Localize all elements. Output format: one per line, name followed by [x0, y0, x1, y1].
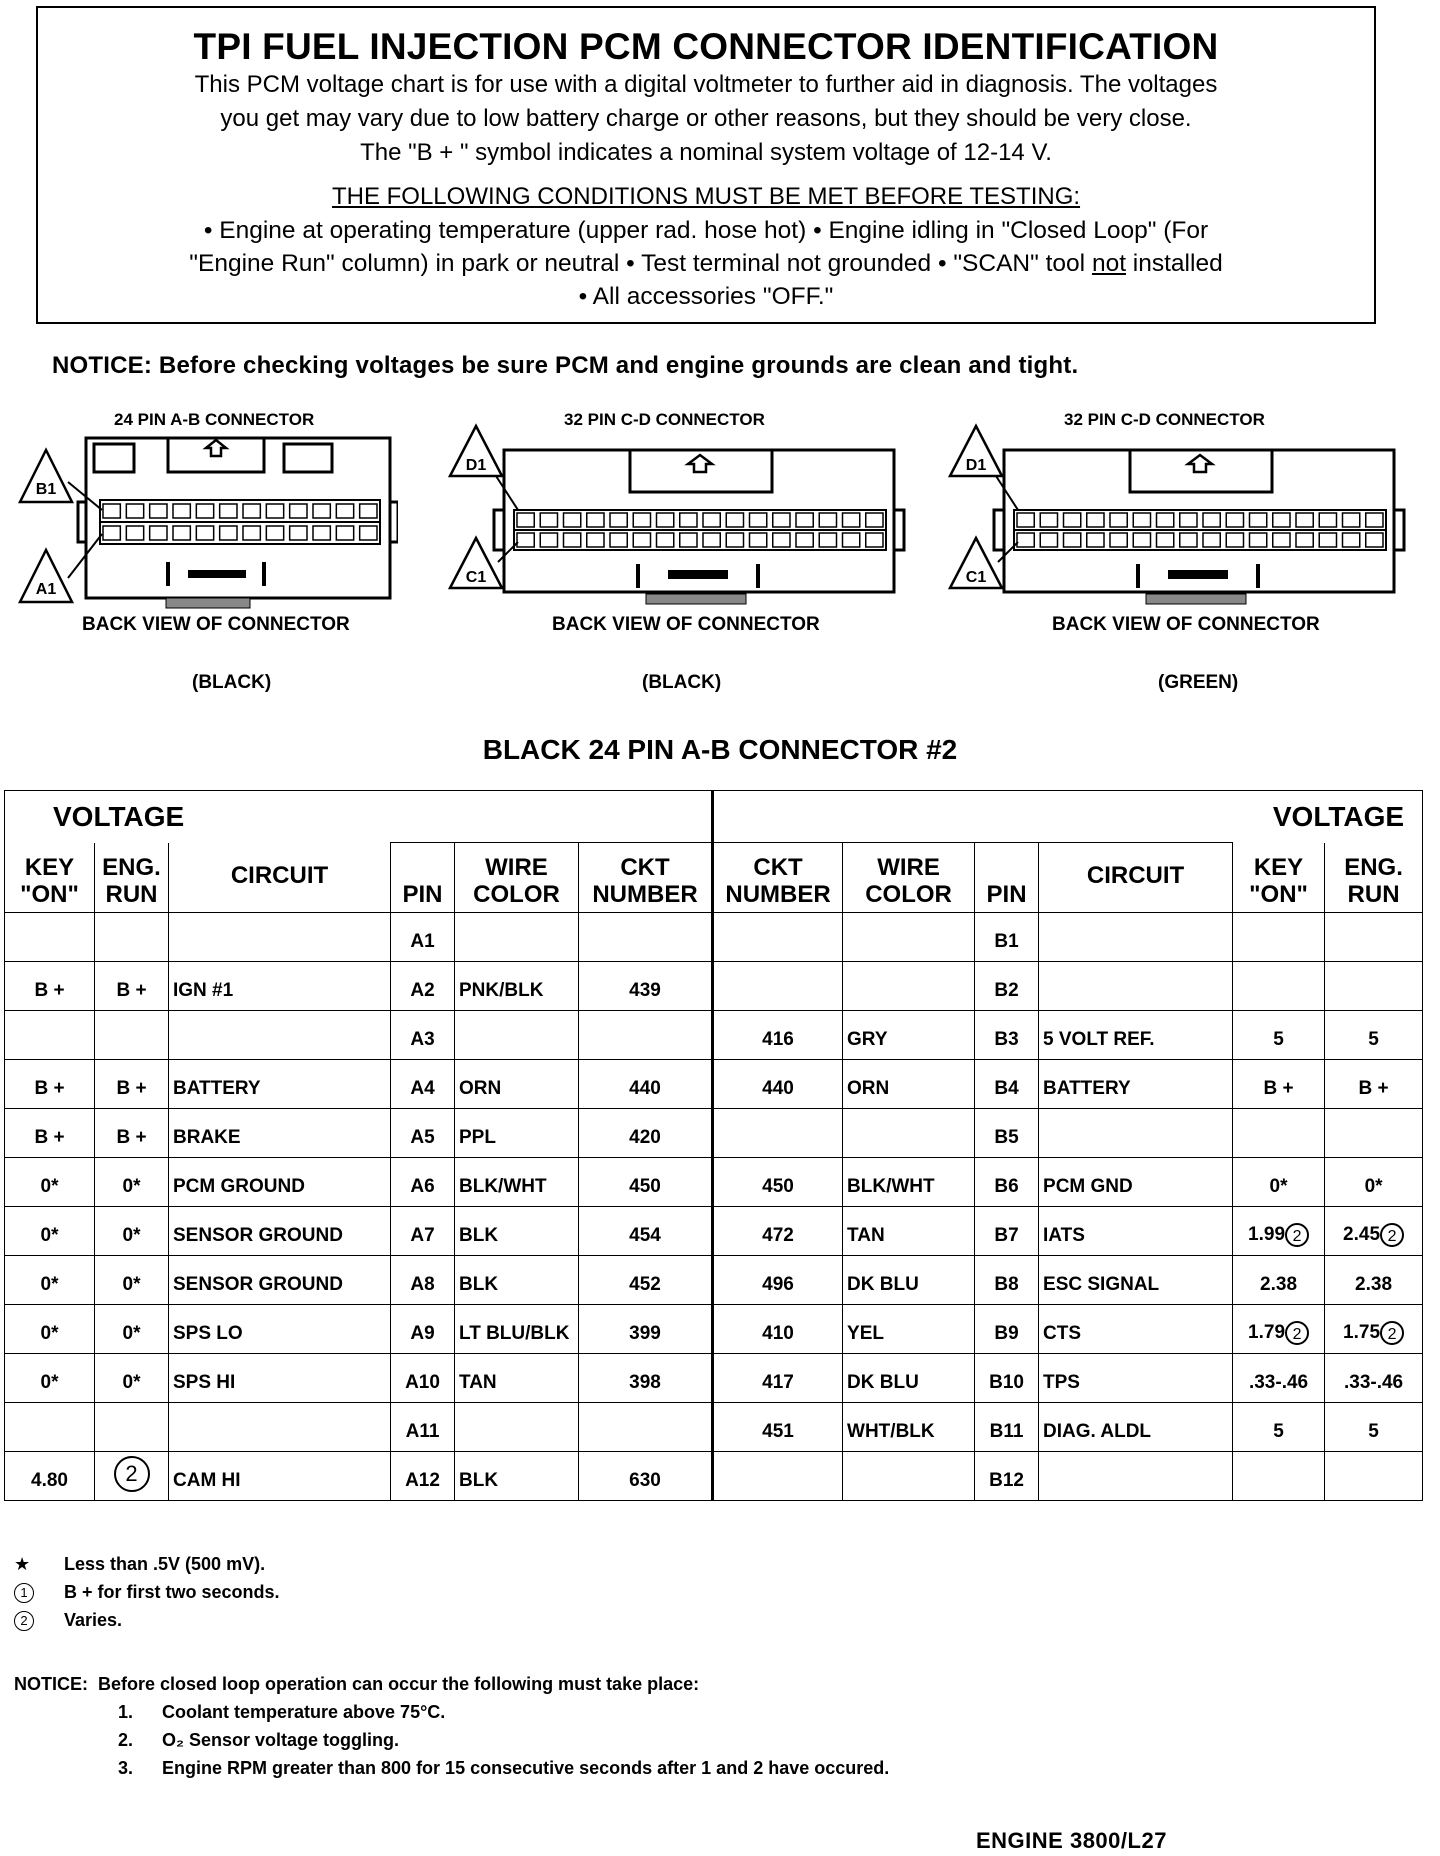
cell-r-ckt: 472 [713, 1207, 843, 1256]
col-wire-color-right: WIRE COLOR [843, 843, 975, 913]
legend [14, 1550, 280, 1634]
cell-r-run [1325, 1452, 1423, 1501]
note-circle-icon: 2 [1380, 1321, 1404, 1345]
connector-name: 24 PIN A-B CONNECTOR [114, 410, 315, 429]
table-row [5, 1256, 1423, 1305]
cell-l-ckt [579, 1011, 713, 1060]
cell-r-ckt [713, 1109, 843, 1158]
cell-r-wire [843, 1452, 975, 1501]
cell-r-circuit: BATTERY [1039, 1060, 1233, 1109]
cell-l-circuit: SPS HI [169, 1354, 391, 1403]
cell-l-circuit [169, 1403, 391, 1452]
cell-l-pin: A11 [391, 1403, 455, 1452]
notice-bottom [14, 1670, 889, 1782]
cell-r-wire: GRY [843, 1011, 975, 1060]
cell-l-pin: A12 [391, 1452, 455, 1501]
cell-l-pin: A5 [391, 1109, 455, 1158]
cell-r-wire: BLK/WHT [843, 1158, 975, 1207]
cell-r-wire: TAN [843, 1207, 975, 1256]
col-ckt-number-right: CKT NUMBER [713, 843, 843, 913]
cell-r-pin: B10 [975, 1354, 1039, 1403]
cell-l-ckt: 439 [579, 962, 713, 1011]
voltage-label-left: VOLTAGE [5, 791, 713, 843]
cell-r-circuit [1039, 1452, 1233, 1501]
cell-l-pin: A1 [391, 913, 455, 962]
col-circuit: CIRCUIT [169, 843, 391, 913]
cell-r-ckt: 417 [713, 1354, 843, 1403]
cell-r-circuit: IATS [1039, 1207, 1233, 1256]
cell-l-ckt: 440 [579, 1060, 713, 1109]
cell-l-ckt: 399 [579, 1305, 713, 1354]
cell-r-circuit: 5 VOLT REF. [1039, 1011, 1233, 1060]
note-2-icon: 2 [14, 1611, 34, 1631]
cell-l-pin: A3 [391, 1011, 455, 1060]
table-row [5, 1452, 1423, 1501]
cell-l-run: 0* [95, 1256, 169, 1305]
cell-r-circuit [1039, 1109, 1233, 1158]
cell-r-circuit: DIAG. ALDL [1039, 1403, 1233, 1452]
cell-l-wire: ORN [455, 1060, 579, 1109]
cell-r-circuit [1039, 962, 1233, 1011]
pin-label-b1: B1 [35, 481, 57, 498]
col-pin-right: PIN [975, 843, 1039, 913]
col-key-on: KEY "ON" [5, 843, 95, 913]
cell-l-ckt: 452 [579, 1256, 713, 1305]
cell-r-key [1233, 1109, 1325, 1158]
cell-l-key: 0* [5, 1256, 95, 1305]
cell-l-circuit [169, 913, 391, 962]
cell-r-ckt: 496 [713, 1256, 843, 1305]
cell-r-key: 0* [1233, 1158, 1325, 1207]
cell-l-ckt [579, 1403, 713, 1452]
condition-line-2: "Engine Run" column) in park or neutral • Test terminal not grounded • "SCAN" tool not installed [189, 250, 1223, 277]
cell-l-key: B + [5, 1109, 95, 1158]
cell-l-circuit: CAM HI [169, 1452, 391, 1501]
notice-label: NOTICE: [14, 1674, 88, 1694]
table-row [5, 962, 1423, 1011]
cell-l-wire: BLK [455, 1256, 579, 1305]
cell-r-run: 2.45 2 [1325, 1207, 1423, 1256]
col-pin: PIN [391, 843, 455, 913]
notice-top: NOTICE: Before checking voltages be sure PCM and engine grounds are clean and tight. [52, 352, 1079, 379]
cell-r-pin: B5 [975, 1109, 1039, 1158]
cell-r-circuit: ESC SIGNAL [1039, 1256, 1233, 1305]
cell-l-circuit: BATTERY [169, 1060, 391, 1109]
cell-l-ckt [579, 913, 713, 962]
cell-r-pin: B7 [975, 1207, 1039, 1256]
cell-l-run: 0* [95, 1354, 169, 1403]
cell-l-circuit: PCM GROUND [169, 1158, 391, 1207]
cell-l-pin: A10 [391, 1354, 455, 1403]
cell-r-run: 0* [1325, 1158, 1423, 1207]
cell-l-pin: A9 [391, 1305, 455, 1354]
cell-r-ckt: 451 [713, 1403, 843, 1452]
cell-r-pin: B1 [975, 913, 1039, 962]
cell-r-key [1233, 1452, 1325, 1501]
cell-r-key: 1.79 2 [1233, 1305, 1325, 1354]
cell-l-run [95, 1452, 169, 1501]
legend-item: 2 Varies. [14, 1606, 280, 1634]
cell-l-run: 0* [95, 1305, 169, 1354]
table-row [5, 1109, 1423, 1158]
cell-r-pin: B11 [975, 1403, 1039, 1452]
cell-l-ckt: 398 [579, 1354, 713, 1403]
pin-label-d1: D1 [465, 457, 487, 474]
cell-r-circuit: PCM GND [1039, 1158, 1233, 1207]
table-row [5, 1305, 1423, 1354]
cell-l-run [95, 913, 169, 962]
cell-r-key: 5 [1233, 1403, 1325, 1452]
cell-r-pin: B8 [975, 1256, 1039, 1305]
cell-l-wire: BLK [455, 1452, 579, 1501]
intro-line-2: you get may vary due to low battery charge or other reasons, but they should be very close. [220, 105, 1192, 132]
cell-l-circuit: SENSOR GROUND [169, 1207, 391, 1256]
cell-r-wire [843, 962, 975, 1011]
cell-r-run: 5 [1325, 1011, 1423, 1060]
cell-l-key: 0* [5, 1207, 95, 1256]
connector-color: (GREEN) [1158, 672, 1239, 693]
cell-l-wire [455, 913, 579, 962]
cell-l-ckt: 454 [579, 1207, 713, 1256]
cell-r-wire: YEL [843, 1305, 975, 1354]
cell-r-pin: B4 [975, 1060, 1039, 1109]
cell-r-ckt: 416 [713, 1011, 843, 1060]
cell-l-run: 0* [95, 1158, 169, 1207]
page-title: TPI FUEL INJECTION PCM CONNECTOR IDENTIFICATION [193, 26, 1219, 67]
cell-r-run [1325, 1109, 1423, 1158]
cell-l-key: 0* [5, 1158, 95, 1207]
cell-l-key: 0* [5, 1354, 95, 1403]
cell-r-wire: WHT/BLK [843, 1403, 975, 1452]
col-eng-run-right: ENG. RUN [1325, 843, 1423, 913]
cell-l-wire [455, 1011, 579, 1060]
cell-r-key: 1.99 2 [1233, 1207, 1325, 1256]
cell-r-pin: B12 [975, 1452, 1039, 1501]
condition-line-3: • All accessories "OFF." [578, 283, 834, 310]
col-circuit-right: CIRCUIT [1039, 843, 1233, 913]
cell-r-circuit: CTS [1039, 1305, 1233, 1354]
cell-l-circuit: IGN #1 [169, 962, 391, 1011]
connector-32pin-green-diagram [948, 410, 1408, 610]
table-row [5, 1207, 1423, 1256]
cell-l-key: B + [5, 1060, 95, 1109]
col-key-on-right: KEY "ON" [1233, 843, 1325, 913]
cell-l-ckt: 450 [579, 1158, 713, 1207]
notice-item: 2. O₂ Sensor voltage toggling. [118, 1730, 400, 1750]
cell-r-wire: ORN [843, 1060, 975, 1109]
cell-l-key: 4.80 [5, 1452, 95, 1501]
cell-l-wire: BLK [455, 1207, 579, 1256]
engine-footer: ENGINE 3800/L27 [976, 1828, 1167, 1853]
cell-l-key [5, 1011, 95, 1060]
legend-item: ★ Less than .5V (500 mV). [14, 1554, 266, 1574]
cell-r-wire [843, 1109, 975, 1158]
cell-l-key: 0* [5, 1305, 95, 1354]
cell-r-circuit: TPS [1039, 1354, 1233, 1403]
note-circle-icon: 2 [1285, 1321, 1309, 1345]
cell-l-run: B + [95, 1060, 169, 1109]
condition-line-1: • Engine at operating temperature (upper rad. hose hot) • Engine idling in "Closed Loop" (For [203, 217, 1209, 244]
cell-r-key [1233, 962, 1325, 1011]
cell-l-key [5, 1403, 95, 1452]
cell-r-ckt [713, 913, 843, 962]
cell-l-wire [455, 1403, 579, 1452]
cell-l-pin: A4 [391, 1060, 455, 1109]
col-wire-color: WIRE COLOR [455, 843, 579, 913]
table-row [5, 1403, 1423, 1452]
cell-l-circuit: BRAKE [169, 1109, 391, 1158]
cell-r-ckt: 410 [713, 1305, 843, 1354]
note-circle-icon: 2 [1285, 1223, 1309, 1247]
cell-l-wire: BLK/WHT [455, 1158, 579, 1207]
cell-r-run: 1.75 2 [1325, 1305, 1423, 1354]
connector-color: (BLACK) [192, 672, 272, 693]
cell-l-wire: TAN [455, 1354, 579, 1403]
legend-item: 1 B + for first two seconds. [14, 1578, 280, 1606]
cell-l-run: B + [95, 1109, 169, 1158]
cell-l-ckt: 420 [579, 1109, 713, 1158]
cell-r-wire: DK BLU [843, 1256, 975, 1305]
table-title: BLACK 24 PIN A-B CONNECTOR #2 [482, 734, 958, 765]
cell-r-wire [843, 913, 975, 962]
connector-view-label: BACK VIEW OF CONNECTOR [1052, 614, 1320, 635]
cell-r-key: 5 [1233, 1011, 1325, 1060]
header-box [36, 6, 1376, 324]
cell-l-ckt: 630 [579, 1452, 713, 1501]
cell-l-circuit: SPS LO [169, 1305, 391, 1354]
pin-voltage-table [4, 790, 1423, 1501]
cell-l-wire: LT BLU/BLK [455, 1305, 579, 1354]
voltage-label-right: VOLTAGE [713, 791, 1423, 843]
cell-r-run [1325, 962, 1423, 1011]
cell-r-ckt: 440 [713, 1060, 843, 1109]
notice-item: 3. Engine RPM greater than 800 for 15 consecutive seconds after 1 and 2 have occured. [118, 1758, 890, 1778]
note-circle-icon: 2 [1380, 1223, 1404, 1247]
cell-l-run [95, 1403, 169, 1452]
cell-r-circuit [1039, 913, 1233, 962]
notice-intro: Before closed loop operation can occur the following must take place: [98, 1674, 700, 1694]
cell-l-pin: A6 [391, 1158, 455, 1207]
pin-label-c1: C1 [465, 569, 487, 586]
cell-l-circuit [169, 1011, 391, 1060]
connector-view-label: BACK VIEW OF CONNECTOR [552, 614, 820, 635]
connector-view-label: BACK VIEW OF CONNECTOR [82, 614, 350, 635]
cell-r-pin: B2 [975, 962, 1039, 1011]
intro-line-3: The "B + " symbol indicates a nominal system voltage of 12-14 V. [360, 139, 1052, 166]
pin-label-d1: D1 [965, 457, 987, 474]
table-row [5, 1011, 1423, 1060]
cell-r-ckt [713, 1452, 843, 1501]
conditions-heading: THE FOLLOWING CONDITIONS MUST BE MET BEFORE TESTING: [331, 183, 1081, 210]
cell-r-key [1233, 913, 1325, 962]
cell-l-wire: PPL [455, 1109, 579, 1158]
cell-r-pin: B3 [975, 1011, 1039, 1060]
cell-r-run: B + [1325, 1060, 1423, 1109]
table-header-row [5, 843, 1423, 913]
connector-name: 32 PIN C-D CONNECTOR [1064, 410, 1265, 429]
connector-32pin-black-diagram [448, 410, 908, 610]
cell-r-key: .33-.46 [1233, 1354, 1325, 1403]
intro-line-1: This PCM voltage chart is for use with a digital voltmeter to further aid in diagnosis. The voltages [194, 71, 1218, 98]
cell-l-run [95, 1011, 169, 1060]
cell-r-run: .33-.46 [1325, 1354, 1423, 1403]
note-circle-icon: 2 [114, 1456, 150, 1492]
col-ckt-number: CKT NUMBER [579, 843, 713, 913]
cell-r-key: B + [1233, 1060, 1325, 1109]
cell-r-ckt: 450 [713, 1158, 843, 1207]
connector-name: 32 PIN C-D CONNECTOR [564, 410, 765, 429]
cell-l-run: B + [95, 962, 169, 1011]
cell-r-pin: B6 [975, 1158, 1039, 1207]
connector-24pin-diagram [18, 410, 398, 610]
table-row [5, 1354, 1423, 1403]
cell-r-pin: B9 [975, 1305, 1039, 1354]
cell-r-ckt [713, 962, 843, 1011]
cell-r-run: 5 [1325, 1403, 1423, 1452]
cell-r-run [1325, 913, 1423, 962]
connector-color: (BLACK) [642, 672, 722, 693]
table-row [5, 913, 1423, 962]
cell-r-run: 2.38 [1325, 1256, 1423, 1305]
cell-l-wire: PNK/BLK [455, 962, 579, 1011]
pin-label-c1: C1 [965, 569, 987, 586]
col-eng-run: ENG. RUN [95, 843, 169, 913]
cell-r-key: 2.38 [1233, 1256, 1325, 1305]
table-row [5, 1158, 1423, 1207]
pin-label-a1: A1 [35, 581, 57, 598]
cell-l-pin: A2 [391, 962, 455, 1011]
cell-l-key [5, 913, 95, 962]
cell-r-wire: DK BLU [843, 1354, 975, 1403]
cell-l-pin: A7 [391, 1207, 455, 1256]
cell-l-pin: A8 [391, 1256, 455, 1305]
note-1-icon: 1 [14, 1583, 34, 1603]
cell-l-run: 0* [95, 1207, 169, 1256]
table-row [5, 1060, 1423, 1109]
cell-l-circuit: SENSOR GROUND [169, 1256, 391, 1305]
cell-l-key: B + [5, 962, 95, 1011]
notice-item: 1. Coolant temperature above 75°C. [118, 1702, 446, 1722]
